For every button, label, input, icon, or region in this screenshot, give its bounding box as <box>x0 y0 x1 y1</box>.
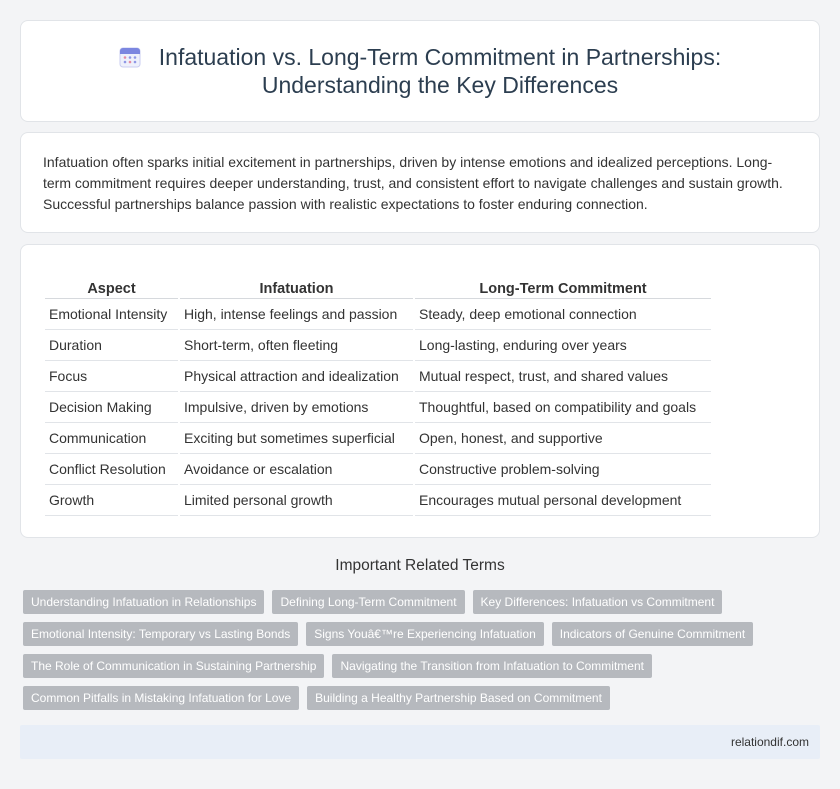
header-card <box>20 20 820 122</box>
table-header-row <box>45 271 711 299</box>
table-cell: High, intense feelings and passion <box>180 299 413 330</box>
table-row <box>45 423 711 454</box>
table-cell: Mutual respect, trust, and shared values <box>415 361 711 392</box>
table-cell: Steady, deep emotional connection <box>415 299 711 330</box>
table-cell: Communication <box>45 423 178 454</box>
table-cell: Emotional Intensity <box>45 299 178 330</box>
related-term-link[interactable]: Key Differences: Infatuation vs Commitment <box>473 590 723 614</box>
table-row <box>45 299 711 330</box>
table-cell: Conflict Resolution <box>45 454 178 485</box>
intro-card <box>20 132 820 233</box>
related-term-link[interactable]: Emotional Intensity: Temporary vs Lasting Bonds <box>23 622 298 646</box>
related-terms-list <box>23 590 823 718</box>
table-cell: Physical attraction and idealization <box>180 361 413 392</box>
table-row <box>45 361 711 392</box>
related-term-link[interactable]: The Role of Communication in Sustaining Partnership <box>23 654 324 678</box>
comparison-card <box>20 244 820 538</box>
table-cell: Constructive problem-solving <box>415 454 711 485</box>
table-cell: Growth <box>45 485 178 516</box>
header-commitment: Long-Term Commitment <box>415 271 711 299</box>
table-cell: Decision Making <box>45 392 178 423</box>
related-term-link[interactable]: Common Pitfalls in Mistaking Infatuation for Love <box>23 686 299 710</box>
header-aspect: Aspect <box>45 271 178 299</box>
table-cell: Avoidance or escalation <box>180 454 413 485</box>
table-cell: Limited personal growth <box>180 485 413 516</box>
related-term-link[interactable]: Signs Youâ€™re Experiencing Infatuation <box>306 622 544 646</box>
table-cell: Duration <box>45 330 178 361</box>
page-title <box>159 43 721 99</box>
related-term-link[interactable]: Defining Long-Term Commitment <box>272 590 464 614</box>
footer <box>20 725 820 759</box>
header-infatuation: Infatuation <box>180 271 413 299</box>
table-cell: Short-term, often fleeting <box>180 330 413 361</box>
table-cell: Long-lasting, enduring over years <box>415 330 711 361</box>
calendar-icon <box>119 46 141 68</box>
tag-row <box>23 590 823 614</box>
related-term-link[interactable]: Understanding Infatuation in Relationships <box>23 590 264 614</box>
footer-site-link[interactable]: relationdif.com <box>730 735 809 749</box>
title-line-2: Understanding the Key Differences <box>261 72 619 98</box>
related-term-link[interactable]: Indicators of Genuine Commitment <box>552 622 753 646</box>
table-row <box>45 330 711 361</box>
title-line-1: Infatuation vs. Long-Term Commitment in Partnerships: <box>158 44 722 70</box>
tag-row <box>23 686 823 710</box>
table-cell: Focus <box>45 361 178 392</box>
header-inner <box>119 43 721 99</box>
related-term-link[interactable]: Building a Healthy Partnership Based on Commitment <box>307 686 610 710</box>
table-row <box>45 392 711 423</box>
table-row <box>45 485 711 516</box>
table-cell: Thoughtful, based on compatibility and goals <box>415 392 711 423</box>
tag-row <box>23 654 823 678</box>
table-cell: Open, honest, and supportive <box>415 423 711 454</box>
table-cell: Exciting but sometimes superficial <box>180 423 413 454</box>
comparison-table <box>43 271 713 516</box>
table-cell: Impulsive, driven by emotions <box>180 392 413 423</box>
table-row <box>45 454 711 485</box>
tag-row <box>23 622 823 646</box>
related-term-link[interactable]: Navigating the Transition from Infatuation to Commitment <box>332 654 651 678</box>
related-terms-heading: Important Related Terms <box>335 557 505 574</box>
intro-text: Infatuation often sparks initial excitement in partnerships, driven by intense emotions and idealized perceptions. Long-term commitment requires deeper understanding, trust, and consistent effort to navigate challenges and sustain growth. Successful partnerships balance passion with realistic expectations to foster enduring connection. <box>43 154 783 212</box>
table-cell: Encourages mutual personal development <box>415 485 711 516</box>
